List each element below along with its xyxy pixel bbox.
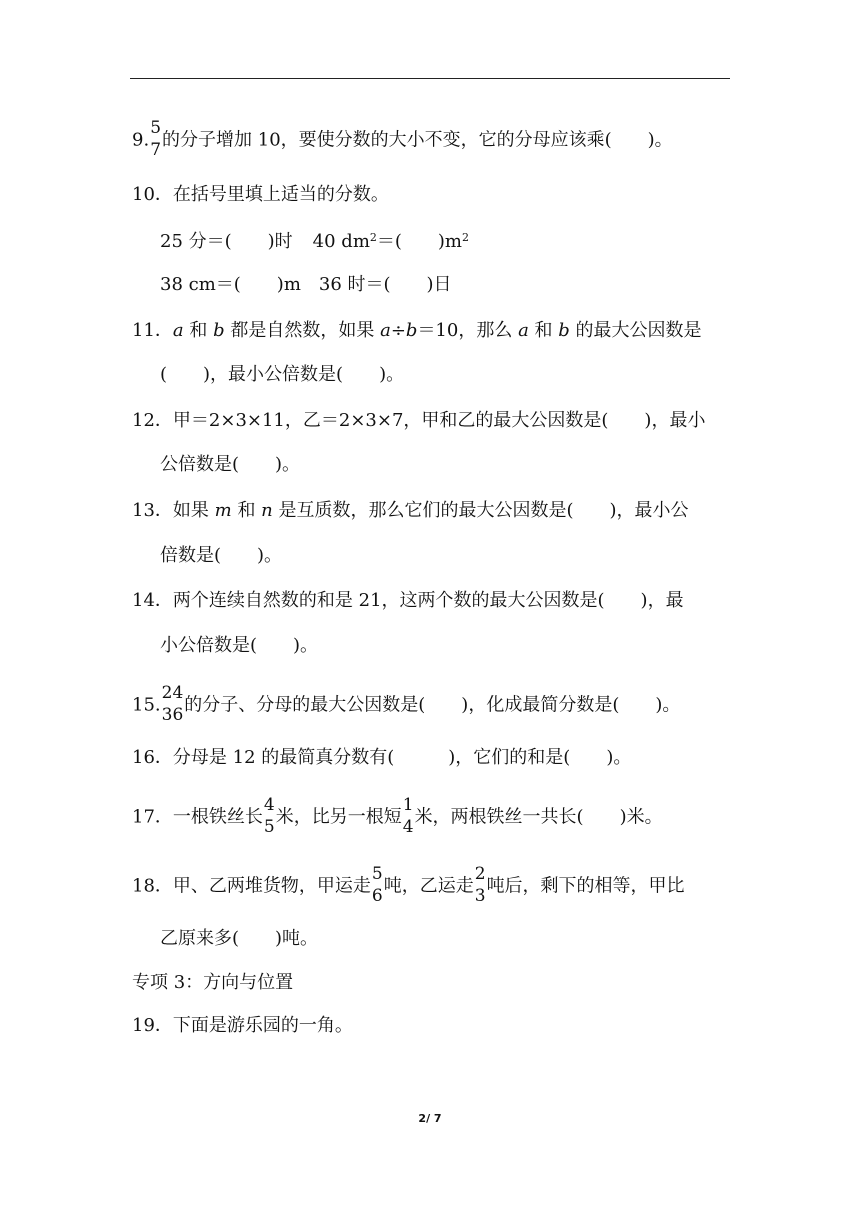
question-14-line-2: 小公倍数是( )。: [160, 635, 319, 656]
text-run: ÷: [390, 320, 406, 341]
fraction: [475, 865, 486, 906]
text-run: 吨后，剩下的相等，甲比: [486, 875, 685, 897]
superscript: 2: [369, 231, 377, 244]
blank-item: 36 时＝( )日: [318, 274, 452, 295]
text-run: 和: [231, 500, 262, 521]
fraction-numerator: 1: [402, 795, 414, 815]
question-19: 19．下面是游乐园的一角。: [132, 1015, 353, 1036]
question-10-row-1: [160, 227, 469, 257]
text-run: 都是自然数，如果: [224, 320, 381, 341]
fraction-denominator: 7: [150, 140, 162, 160]
fraction-numerator: 24: [161, 683, 184, 703]
question-18-line-2: 乙原来多( )吨。: [160, 928, 319, 949]
question-number: 9.: [132, 129, 150, 151]
fraction-numerator: 2: [474, 864, 486, 884]
text-run: 13．如果: [132, 500, 215, 521]
variable: a: [518, 320, 529, 341]
superscript: 2: [462, 231, 470, 244]
header-rule: [130, 78, 730, 79]
fraction-numerator: 5: [150, 118, 162, 138]
text-run: 18．甲、乙两堆货物，甲运走: [132, 875, 371, 897]
question-18: [132, 864, 685, 906]
text-run: ＝10，那么: [417, 320, 519, 341]
question-10: 10．在括号里填上适当的分数。: [132, 184, 389, 205]
question-text: 的分子增加 10，要使分数的大小不变，它的分母应该乘( )。: [162, 129, 673, 151]
fraction: [372, 865, 383, 906]
question-15: [132, 683, 681, 725]
question-14: 14．两个连续自然数的和是 21，这两个数的最大公因数是( )，最: [132, 590, 684, 611]
fraction-denominator: 3: [474, 886, 486, 906]
text-run: 米，两根铁丝一共长( )米。: [414, 806, 663, 828]
variable: b: [405, 320, 418, 341]
variable: a: [172, 320, 184, 341]
fraction-denominator: 36: [161, 705, 184, 725]
variable: a: [380, 320, 391, 341]
blank-item: 38 cm＝( )m: [160, 274, 301, 295]
fraction: [264, 796, 275, 837]
question-12: 12．甲＝2×3×11，乙＝2×3×7，甲和乙的最大公因数是( )，最小: [132, 410, 706, 431]
text-run: 17．一根铁丝长: [132, 806, 263, 828]
text-run: 和: [183, 320, 214, 341]
fraction-denominator: 6: [371, 886, 383, 906]
fraction: [403, 796, 414, 837]
text-run: 吨，乙运走: [383, 875, 474, 897]
question-13: [132, 496, 689, 526]
text-run: 米，比另一根短: [275, 806, 402, 828]
text-run: 和: [528, 320, 559, 341]
question-10-row-2: [160, 270, 452, 300]
text-run: 是互质数，那么它们的最大公因数是( )，最小公: [272, 500, 689, 521]
text-run: 的最大公因数是: [569, 320, 702, 341]
fraction: [162, 684, 184, 725]
page-number: 2/ 7: [418, 1112, 442, 1125]
fraction: [150, 119, 161, 160]
question-16: 16．分母是 12 的最简真分数有( )，它们的和是( )。: [132, 747, 632, 768]
fraction-numerator: 4: [263, 795, 275, 815]
variable: b: [213, 320, 225, 341]
variable: n: [261, 500, 273, 521]
variable: b: [558, 320, 570, 341]
question-text: 的分子、分母的最大公因数是( )，化成最简分数是( )。: [184, 694, 681, 716]
blank-item: 25 分＝( )时: [160, 231, 293, 252]
fraction-denominator: 5: [263, 817, 275, 837]
question-11: [132, 316, 702, 346]
text-run: 11．: [132, 320, 173, 341]
question-17: [132, 795, 663, 837]
fraction-numerator: 5: [371, 864, 383, 884]
question-13-line-2: 倍数是( )。: [160, 545, 283, 566]
section-heading: 专项 3：方向与位置: [132, 972, 294, 993]
blank-item: ＝( )m: [376, 231, 463, 252]
question-9: [132, 118, 673, 160]
question-12-line-2: 公倍数是( )。: [160, 454, 301, 475]
variable: m: [214, 500, 232, 521]
blank-item: 40 dm: [312, 231, 370, 252]
fraction-denominator: 4: [402, 817, 414, 837]
question-11-line-2: ( )，最小公倍数是( )。: [160, 364, 405, 385]
question-number: 15.: [132, 694, 161, 716]
